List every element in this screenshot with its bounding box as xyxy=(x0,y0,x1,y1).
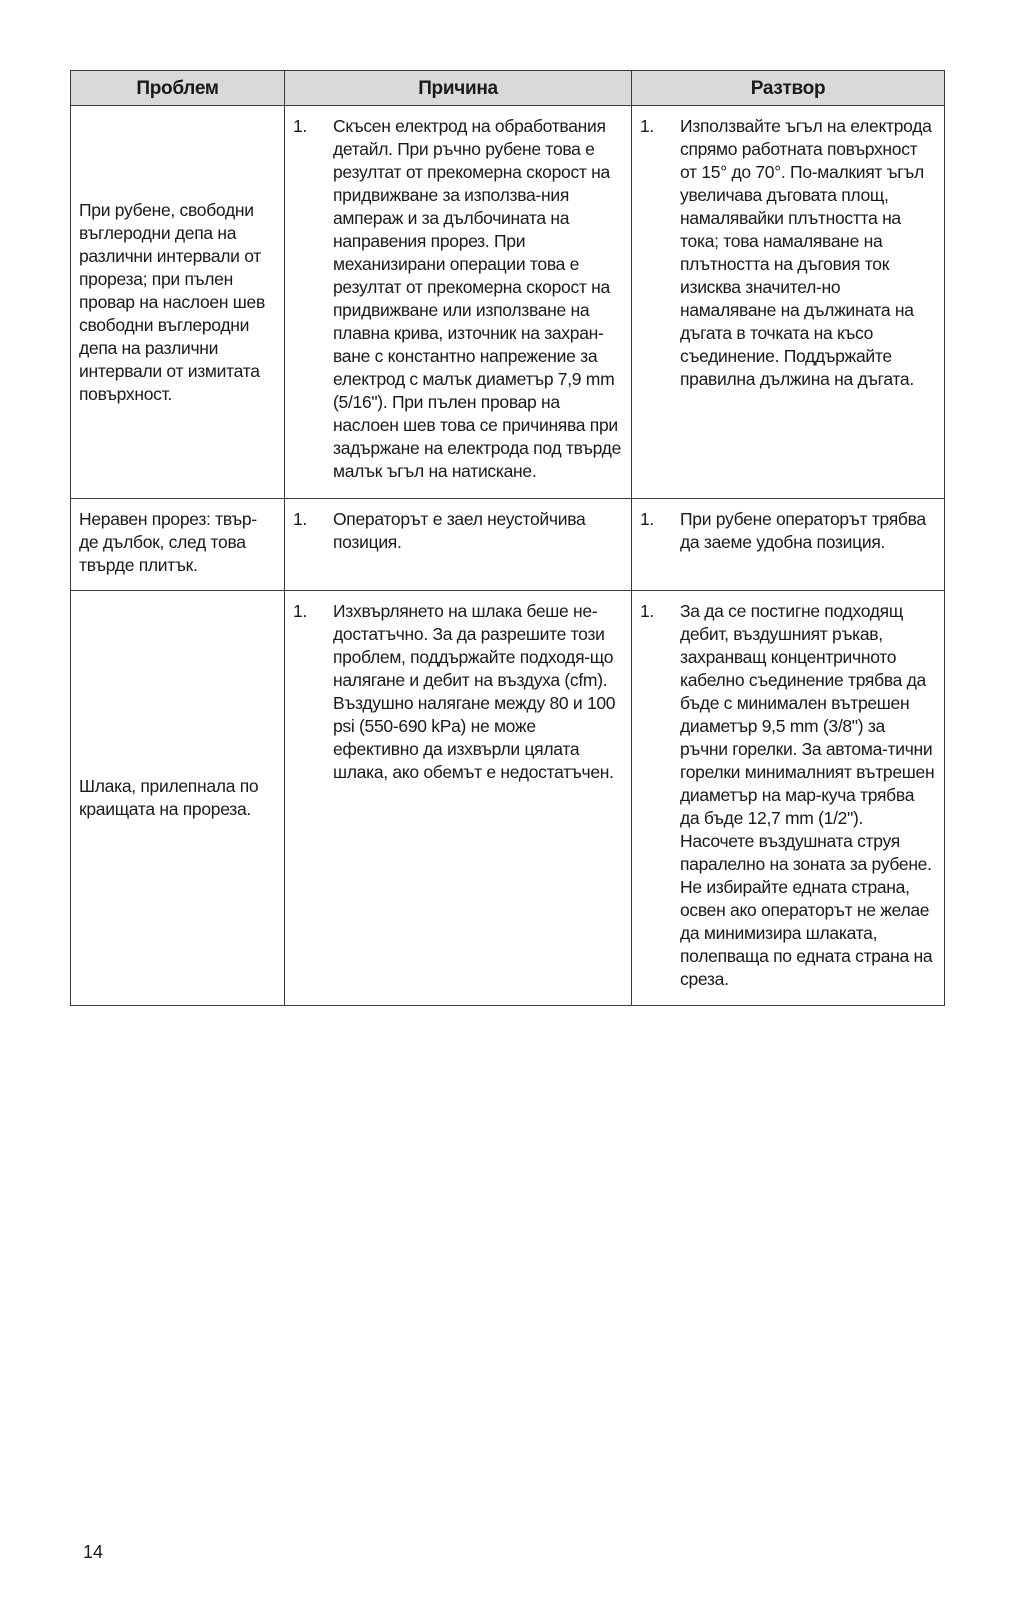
table-header-row xyxy=(71,71,945,106)
cause-text: Скъсен електрод на обработвания детайл. При ръчно рубене това е резултат от прекомерна скорост на придвижване за използва-ния ампераж и за дълбочината на направения прорез. При механизирани операции това е резултат от прекомерна скорост на придвижване или използване на плавна крива, източник на захран-ване с константно напрежение за електрод с малък диаметър 7,9 mm (5/16"). При пълен провар на наслоен шев това се причинява при задържане на електрода под твърде малък ъгъл на натискане. xyxy=(333,116,622,481)
problem-cell xyxy=(71,591,285,1006)
solution-item-number: 1. xyxy=(640,601,654,621)
troubleshooting-table xyxy=(70,70,945,1006)
cause-item-number: 1. xyxy=(293,601,307,621)
solution-item xyxy=(632,106,944,395)
solution-text: При рубене операторът трябва да заеме удобна позиция. xyxy=(680,509,926,552)
problem-cell xyxy=(71,499,285,591)
solution-item-number: 1. xyxy=(640,116,654,136)
page-number: 14 xyxy=(83,1542,104,1562)
solution-item xyxy=(632,499,944,558)
problem-text: Шлака, прилепнала по краищата на прореза. xyxy=(79,776,259,819)
cause-item xyxy=(285,499,631,558)
problem-cell xyxy=(71,106,285,499)
solution-text: За да се постигне подходящ дебит, въздушният ръкав, захранващ концентричното кабелно съединение трябва да бъде с минимален вътрешен диаметър 9,5 mm (3/8") за ръчни горелки. За автома-тични горелки минималният вътрешен диаметър на мар-куча трябва да бъде 12,7 mm (1/2"). Насочете въздушната струя паралелно на зоната за рубене. Не избирайте едната страна, освен ако операторът не желае да минимизира шлаката, полепваща по едната страна на среза. xyxy=(680,601,935,989)
solution-item-number: 1. xyxy=(640,509,654,529)
cause-cell xyxy=(285,106,632,499)
problem-text: При рубене, свободни въглеродни депа на различни интервали от прореза; при пълен провар на наслоен шев свободни въглеродни депа на различни интервали от измитата повърхност. xyxy=(79,199,265,404)
table-row xyxy=(71,106,945,499)
header-problem: Проблем xyxy=(71,71,285,106)
solution-text: Използвайте ъгъл на електрода спрямо работната повърхност от 15° до 70°. По-малкият ъгъл увеличава дъговата площ, намалявайки плътността на тока; това намаляване на плътността на дъговия ток изисква значител-но намаляване на дължината на дъгата в точката на късо съединение. Поддържайте правилна дължина на дъгата. xyxy=(680,116,932,389)
header-cause: Причина xyxy=(285,71,632,106)
solution-cell xyxy=(632,591,945,1006)
solution-cell xyxy=(632,499,945,591)
cause-text: Операторът е заел неустойчива позиция. xyxy=(333,509,586,552)
cause-text: Изхвърлянето на шлака беше не-достатъчно. За да разрешите този проблем, поддържайте подходя-що налягане и дебит на въздуха (cfm). Въздушно налягане между 80 и 100 psi (550-690 kPa) не може ефективно да изхвърли цялата шлака, ако обемът е недостатъчен. xyxy=(333,601,616,782)
table-row xyxy=(71,499,945,591)
header-solution: Разтвор xyxy=(632,71,945,106)
problem-text: Неравен прорез: твър-де дълбок, след това твърде плитък. xyxy=(79,509,257,575)
cause-item-number: 1. xyxy=(293,116,307,136)
cause-item-number: 1. xyxy=(293,509,307,529)
solution-cell xyxy=(632,106,945,499)
cause-item xyxy=(285,106,631,487)
cause-cell xyxy=(285,499,632,591)
solution-item xyxy=(632,591,944,995)
table-row xyxy=(71,591,945,1006)
cause-item xyxy=(285,591,631,788)
cause-cell xyxy=(285,591,632,1006)
